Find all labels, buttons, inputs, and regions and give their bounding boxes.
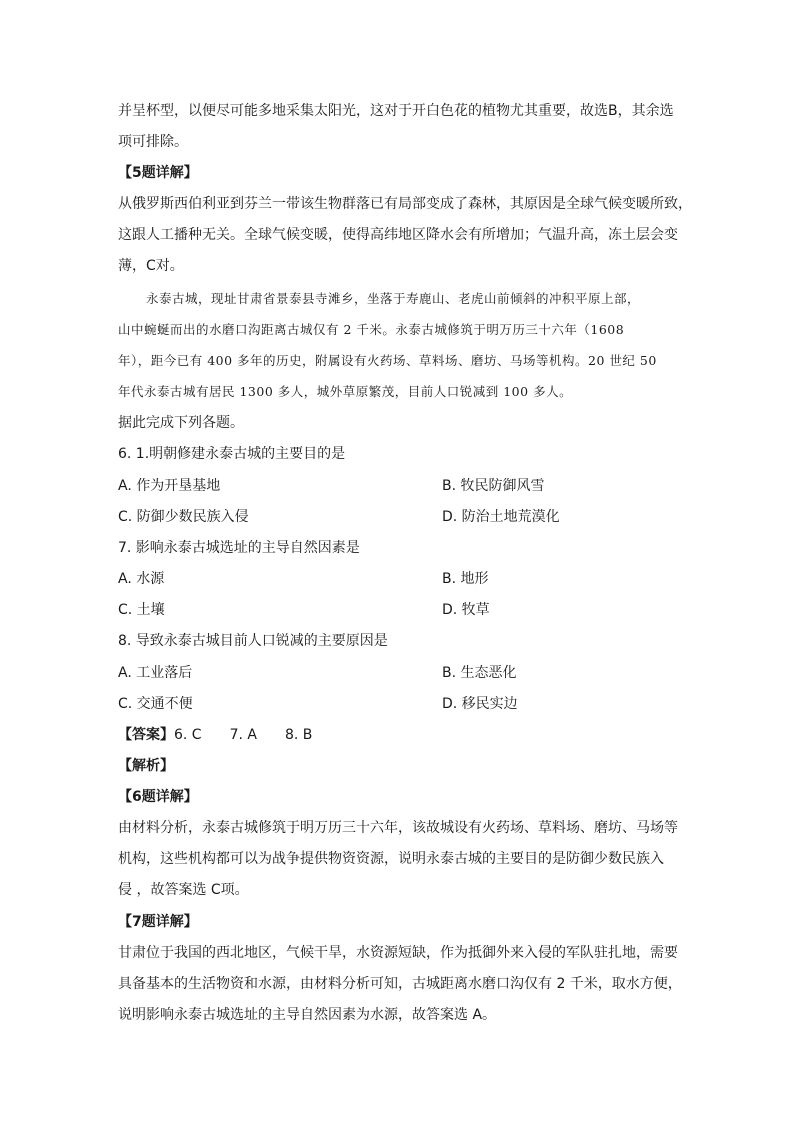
passage-line-2: 山中蜿蜒而出的水磨口沟距离古城仅有 2 千米。永泰古城修筑于明万历三十六年（1608: [118, 322, 625, 337]
answer-8: 8. B: [284, 727, 313, 743]
answer-6: 6. C: [174, 727, 202, 743]
question-6-stem: 6. 1.明朝修建永泰古城的主要目的是: [118, 446, 346, 462]
q6-text-line-1: 由材料分析，永泰古城修筑于明万历三十六年，该故城设有火药场、草料场、磨坊、马场等: [118, 820, 678, 836]
q6-heading: 【6题详解】: [118, 789, 198, 805]
question-8-option-b: B. 生态恶化: [442, 665, 517, 681]
intro-line-2: 项可排除。: [118, 134, 188, 150]
q5-text-line-1: 从俄罗斯西伯利亚到芬兰一带该生物群落已有局部变成了森林，其原因是全球气候变暖所致，: [118, 196, 692, 212]
q7-text-line-1: 甘肃位于我国的西北地区，气候干旱，水资源短缺，作为抵御外来入侵的军队驻扎地，需要: [118, 945, 678, 961]
answer-7: 7. A: [229, 727, 257, 743]
question-7-option-a: A. 水源: [118, 571, 165, 587]
question-6-option-a: A. 作为开垦基地: [118, 478, 221, 494]
q5-text-line-3: 薄，C对。: [118, 258, 184, 274]
question-6-option-d: D. 防治土地荒漠化: [442, 509, 560, 525]
instruction: 据此完成下列各题。: [118, 415, 244, 431]
passage-line-1: 永泰古城，现址甘肃省景泰县寺滩乡，坐落于寿鹿山、老虎山前倾斜的冲积平原上部，: [146, 291, 641, 306]
analysis-label: 【解析】: [118, 758, 174, 774]
question-6-option-b: B. 牧民防御风雪: [442, 478, 545, 494]
question-7-option-b: B. 地形: [442, 571, 489, 587]
question-8-stem: 8. 导致永泰古城目前人口锐减的主要原因是: [118, 633, 388, 649]
q7-text-line-2: 具备基本的生活物资和水源，由材料分析可知，古城距离水磨口沟仅有 2 千米，取水方便，: [118, 976, 682, 992]
q7-text-line-3: 说明影响永泰古城选址的主导自然因素为水源，故答案选 A。: [118, 1007, 497, 1023]
q6-text-line-3: 侵 ，故答案选 C项。: [118, 882, 249, 898]
q6-text-line-2: 机构，这些机构都可以为战争提供物资资源，说明永泰古城的主要目的是防御少数民族入: [118, 851, 664, 867]
question-7-option-d: D. 牧草: [442, 602, 490, 618]
question-8-option-c: C. 交通不便: [118, 696, 193, 712]
question-8-option-d: D. 移民实边: [442, 696, 518, 712]
question-8-option-a: A. 工业落后: [118, 665, 193, 681]
passage-line-4: 年代永泰古城有居民 1300 多人，城外草原繁茂，目前人口锐减到 100 多人。: [118, 384, 573, 399]
question-6-option-c: C. 防御少数民族入侵: [118, 509, 249, 525]
intro-line-1: 并呈杯型，以便尽可能多地采集太阳光，这对于开白色花的植物尤其重要，故选B，其余选: [118, 103, 674, 119]
q5-text-line-2: 这跟人工播种无关。全球气候变暖，使得高纬地区降水会有所增加；气温升高，冻土层会变: [118, 227, 678, 243]
answer-line: [118, 725, 312, 745]
question-7-option-c: C. 土壤: [118, 602, 165, 618]
answer-label: 【答案】: [118, 727, 174, 743]
question-7-stem: 7. 影响永泰古城选址的主导自然因素是: [118, 540, 360, 556]
passage-line-3: 年），距今已有 400 多年的历史，附属设有火药场、草料场、磨坊、马场等机构。20 世纪 50: [118, 353, 657, 368]
q5-heading: 【5题详解】: [118, 165, 198, 181]
q7-heading: 【7题详解】: [118, 914, 198, 930]
